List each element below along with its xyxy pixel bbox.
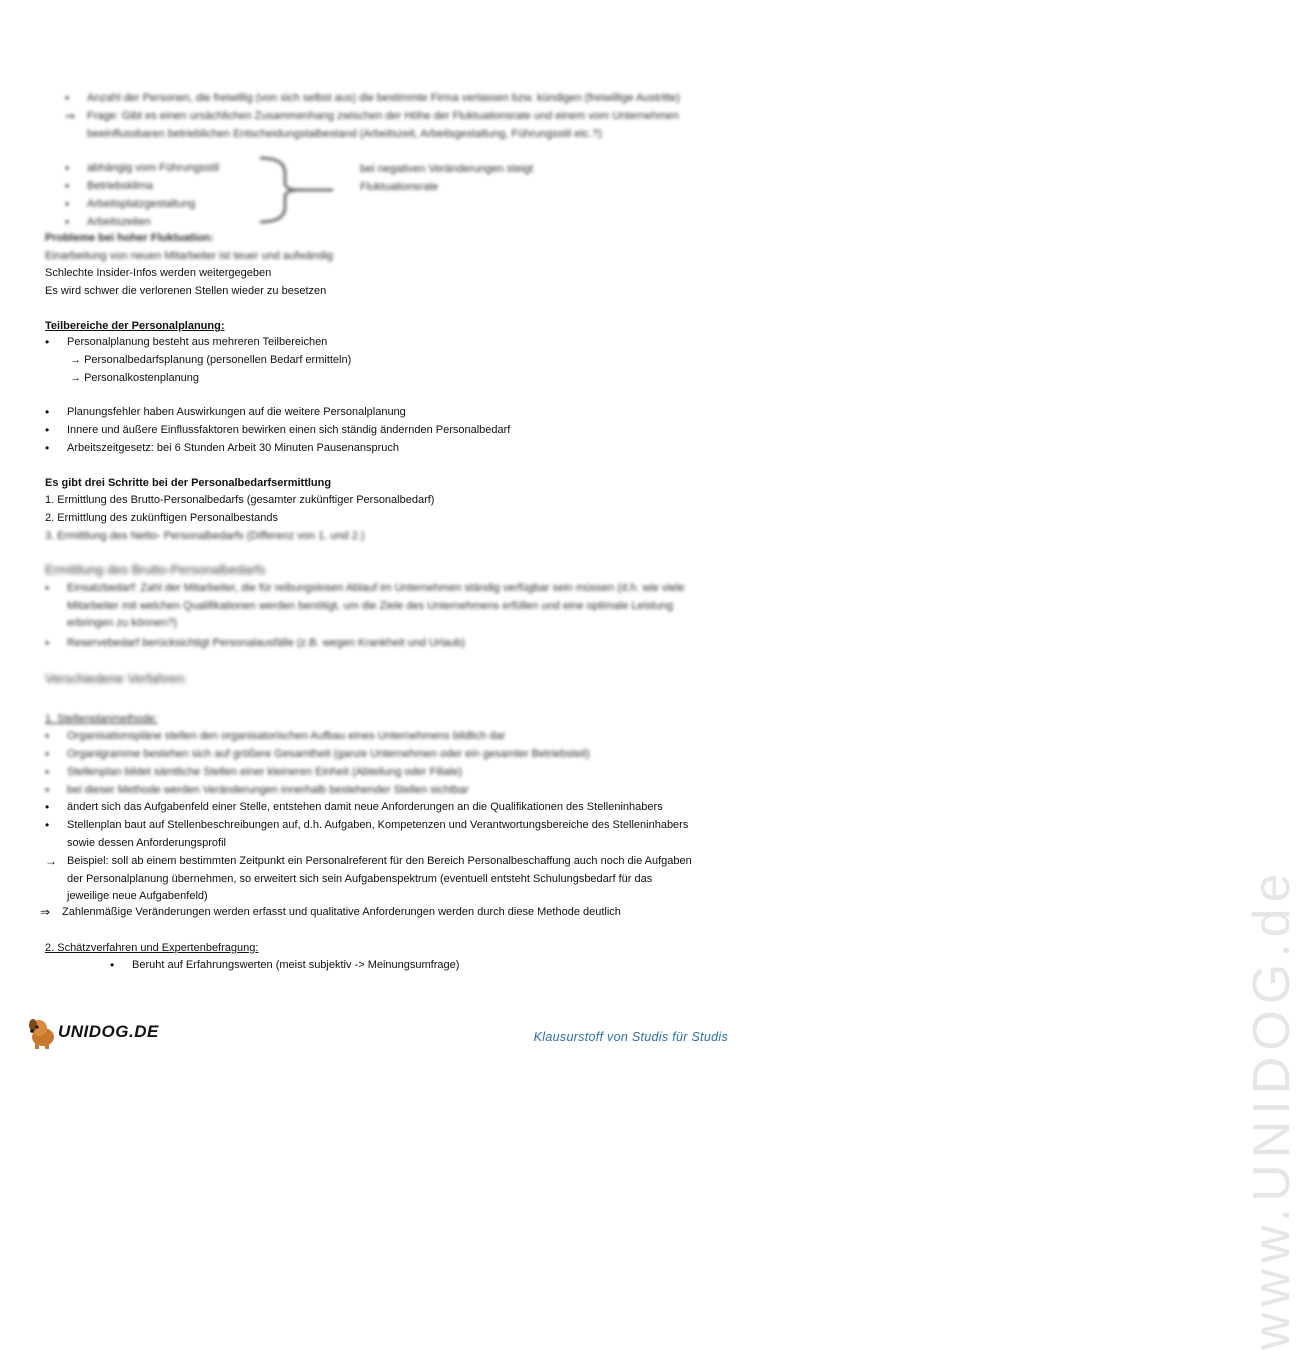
blurred-text: erbringen zu können?) <box>67 617 178 629</box>
list-item-text: Zahlenmäßige Veränderungen werden erfasst und qualitative Anforderungen werden durch diese Methode deutlich <box>62 906 621 918</box>
blurred-list-item <box>65 160 265 178</box>
list-item <box>45 853 725 906</box>
bullet-dot: • <box>45 747 50 761</box>
list-item <box>45 422 725 440</box>
watermark-text: www.UNIDOG.de <box>1243 867 1301 1350</box>
list-item-text: Stellenplan baut auf Stellenbeschreibungen auf, d.h. Aufgaben, Kompetenzen und Verantwortungsbereiche des Stelleninhabers <box>67 819 689 831</box>
blurred-bullet <box>45 746 725 764</box>
bullet-dot: • <box>45 441 50 455</box>
blurred-text: abhängig vom Führungsstil <box>87 162 220 174</box>
blurred-text: Arbeitszeiten <box>87 216 151 228</box>
blurred-text: Reservebedarf berücksichtigt Personalausfälle (z.B. wegen Krankheit und Urlaub) <box>67 637 466 649</box>
arrow-icon: → <box>70 354 81 366</box>
arrow-item-text: Personalkostenplanung <box>84 372 200 384</box>
dog-logo-icon <box>25 1015 61 1051</box>
bullet-dot: • <box>45 581 50 595</box>
list-item-text: Planungsfehler haben Auswirkungen auf die weitere Personalplanung <box>67 406 406 418</box>
list-item <box>40 904 720 922</box>
blurred-text: Frage: Gibt es einen ursächlichen Zusammenhang zwischen der Höhe der Fluktuationsrate und einem vom Unternehmen <box>87 110 679 122</box>
blurred-heading: 1. Stellenplanmethode: <box>45 713 158 725</box>
list-item-text: jeweilige neue Aufgabenfeld) <box>67 890 208 902</box>
blurred-text: bei dieser Methode werden Veränderungen innerhalb bestehender Stellen sichtbar <box>67 784 469 796</box>
bullet-dot: • <box>45 729 50 743</box>
section-heading: 2. Schätzverfahren und Expertenbefragung: <box>45 942 259 954</box>
blurred-text: Betriebsklima <box>87 180 154 192</box>
bullet-dot: • <box>65 197 70 211</box>
blurred-text: Einarbeitung von neuen Mitarbeiter ist teuer und aufwändig <box>45 250 334 262</box>
bullet-dot: • <box>45 636 50 650</box>
bullet-dot: • <box>45 783 50 797</box>
list-item <box>45 799 725 817</box>
blurred-bullet <box>45 782 725 800</box>
bullet-dot: • <box>65 215 70 229</box>
text-line: Es wird schwer die verlorenen Stellen wieder zu besetzen <box>45 285 327 297</box>
blurred-text: Anzahl der Personen, die freiwillig (von sich selbst aus) die bestimmte Firma verlassen bzw. kündigen (freiwillige Austritte) <box>87 92 681 104</box>
step-line: 2. Ermittlung des zukünftigen Personalbestands <box>45 512 278 524</box>
list-item <box>45 334 725 352</box>
blurred-bullet <box>45 764 725 782</box>
blurred-bullet <box>45 728 725 746</box>
blurred-list-item <box>65 178 265 196</box>
bullet-dot: • <box>45 765 50 779</box>
list-item-text: Beruht auf Erfahrungswerten (meist subjektiv -> Meinungsumfrage) <box>132 959 460 971</box>
blurred-text: Arbeitsplatzgestaltung <box>87 198 196 210</box>
arrow-item <box>70 351 351 369</box>
therefore-icon: ⇒ <box>40 905 51 919</box>
list-item-text: Beispiel: soll ab einem bestimmten Zeitpunkt ein Personalreferent für den Bereich Personalbeschaffung auch noch die Aufgaben <box>67 855 692 867</box>
blurred-heading: Ermittlung des Brutto-Personalbedarfs <box>45 562 266 577</box>
list-item <box>110 957 710 975</box>
bullet-dot: • <box>45 405 50 419</box>
section-heading: Es gibt drei Schritte bei der Personalbedarfsermittlung <box>45 477 332 489</box>
list-item <box>45 440 725 458</box>
bullet-dot: • <box>65 161 70 175</box>
blurred-text: beeinflussbaren betrieblichen Entscheidungstatbestand (Arbeitszeit, Arbeitsgestaltung, Führungsstil etc.?) <box>87 127 602 140</box>
bullet-dot: • <box>65 179 70 193</box>
blurred-heading: Probleme bei hoher Fluktuation: <box>45 232 214 244</box>
blurred-text: Mitarbeiter mit welchen Qualifikationen werden benötigt, um die Ziele des Unternehmens erfüllen und eine optimale Leistung <box>67 599 673 612</box>
list-item-text: sowie dessen Anforderungsprofil <box>67 836 226 849</box>
logo-text[interactable]: UNIDOG.DE <box>58 1022 159 1041</box>
bullet-dot: • <box>45 800 50 814</box>
blurred-list-item <box>65 196 265 214</box>
list-item-text: Innere und äußere Einflussfaktoren bewirken einen sich ständig ändernden Personalbedarf <box>67 424 511 436</box>
list-item-text: Personalplanung besteht aus mehreren Teilbereichen <box>67 336 328 348</box>
blurred-bullet <box>65 108 725 143</box>
bullet-dot: • <box>45 423 50 437</box>
bullet-dot: • <box>65 91 70 105</box>
blurred-bullet <box>45 635 725 653</box>
text-line: Schlechte Insider-Infos werden weitergegeben <box>45 267 272 279</box>
blurred-text: Stellenplan bildet sämtliche Stellen einer kleineren Einheit (Abteilung oder Filiale) <box>67 766 463 778</box>
bullet-dot: • <box>45 818 50 832</box>
list-item-text: Arbeitszeitgesetz: bei 6 Stunden Arbeit 30 Minuten Pausenanspruch <box>67 442 400 454</box>
curly-brace-icon <box>255 155 335 225</box>
blurred-text: bei negativen Veränderungen steigt <box>360 163 534 175</box>
bullet-dot: ⇒ <box>65 109 76 123</box>
list-item-text: ändert sich das Aufgabenfeld einer Stelle, entstehen damit neue Anforderungen an die Qualifikationen des Stelleninhabers <box>67 801 663 813</box>
bullet-dot: • <box>45 335 50 349</box>
blurred-text: Einsatzbedarf: Zahl der Mitarbeiter, die für reibungslosen Ablauf im Unternehmen ständig verfügbar sein müssen (d.h. wie viele <box>67 582 685 594</box>
arrow-item <box>70 369 199 387</box>
arrow-icon: → <box>45 854 57 868</box>
section-heading: Teilbereiche der Personalplanung: <box>45 320 225 332</box>
blurred-text: Fluktuationsrate <box>360 181 439 193</box>
blurred-step-line: 3. Ermittlung des Netto- Personalbedarfs (Differenz von 1. und 2.) <box>45 530 365 542</box>
arrow-item-text: Personalbedarfsplanung (personellen Bedarf ermitteln) <box>84 354 352 366</box>
step-line: 1. Ermittlung des Brutto-Personalbedarfs (gesamter zukünftiger Personalbedarf) <box>45 494 435 506</box>
blurred-text: Organigramme bestehen sich auf größere Gesamtheit (ganze Unternehmen oder ein gesamter Betriebsteil) <box>67 748 590 760</box>
footer-tagline: Klausurstoff von Studis für Studis <box>533 1030 728 1044</box>
blurred-text: Organisationspläne stellen den organisatorischen Aufbau eines Unternehmens bildlich dar <box>67 730 506 742</box>
arrow-icon: → <box>70 372 81 384</box>
blurred-heading: Verschiedene Verfahren: <box>45 671 188 686</box>
list-item-text: der Personalplanung übernehmen, so erweitert sich sein Aufgabenspektrum (eventuell entsteht Schulungsbedarf für das <box>67 872 653 885</box>
blurred-bullet <box>65 90 725 108</box>
list-item <box>45 817 725 852</box>
bullet-dot: • <box>110 958 115 972</box>
blurred-bullet <box>45 580 725 633</box>
list-item <box>45 404 725 422</box>
